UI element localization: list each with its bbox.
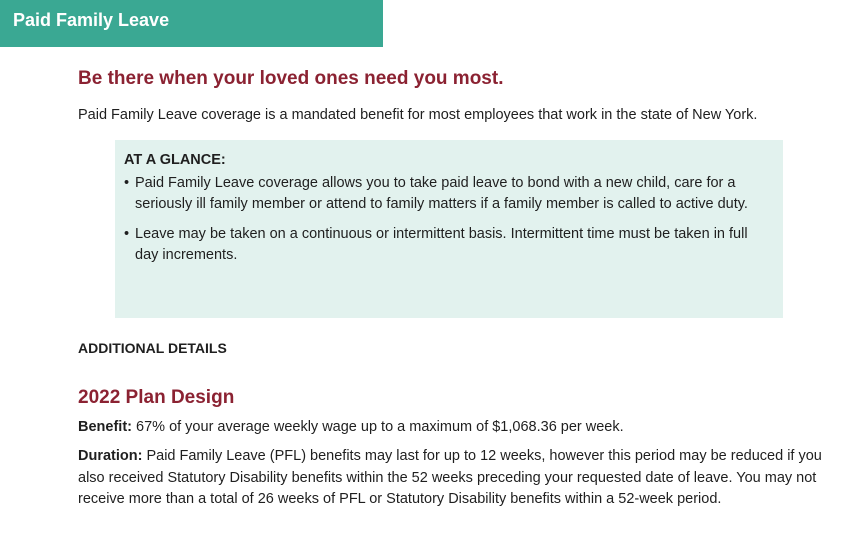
duration-text: Paid Family Leave (PFL) benefits may last for up to 12 weeks, however this period may be reduced if you also received Statutory Disability benefits within the 52 weeks preceding your requested date of leave. You may not receive more than a total of 26 weeks of PFL or Statutory Disability benefits within a 52-week period. bbox=[78, 448, 822, 507]
benefit-paragraph bbox=[78, 417, 823, 438]
tagline-heading: Be there when your loved ones need you most. bbox=[78, 68, 504, 89]
at-a-glance-heading: AT A GLANCE: bbox=[124, 152, 226, 168]
at-a-glance-box bbox=[115, 140, 783, 318]
glance-item-text: Paid Family Leave coverage allows you to take paid leave to bond with a new child, care for a seriously ill family member or attend to family matters if a family member is called to active duty. bbox=[135, 175, 748, 212]
header-title: Paid Family Leave bbox=[13, 10, 170, 30]
benefit-label: Benefit: bbox=[78, 419, 132, 435]
glance-list-item bbox=[124, 224, 773, 265]
glance-list-item bbox=[124, 173, 773, 214]
additional-details-heading: ADDITIONAL DETAILS bbox=[78, 340, 227, 356]
bullet-icon: • bbox=[124, 226, 130, 242]
benefit-text: 67% of your average weekly wage up to a maximum of $1,068.36 per week. bbox=[131, 419, 624, 435]
duration-label: Duration: bbox=[78, 448, 143, 464]
intro-paragraph: Paid Family Leave coverage is a mandated benefit for most employees that work in the state of New York. bbox=[78, 107, 758, 123]
at-a-glance-list bbox=[124, 173, 773, 265]
glance-item-text: Leave may be taken on a continuous or intermittent basis. Intermittent time must be taken in full day increments. bbox=[135, 226, 748, 263]
bullet-icon: • bbox=[124, 175, 130, 191]
plan-design-title: 2022 Plan Design bbox=[78, 387, 235, 408]
header-banner bbox=[0, 0, 383, 47]
duration-paragraph bbox=[78, 446, 823, 511]
